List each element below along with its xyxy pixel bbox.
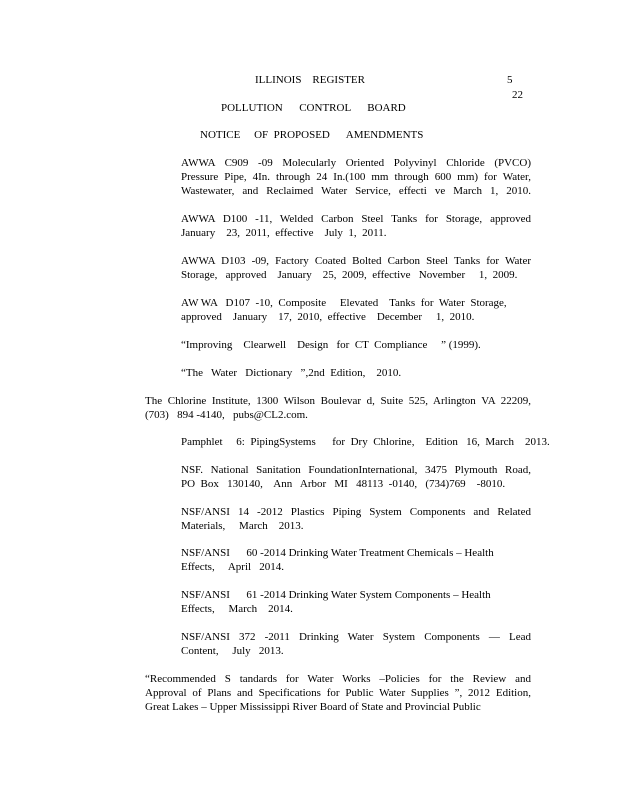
- awwa-d107-line1: AW WA D107 -10, Composite Elevated Tanks for Water Storage,: [181, 297, 507, 309]
- notice-title: NOTICE OF PROPOSED AMENDMENTS: [200, 129, 424, 141]
- nsf-ansi-60-line1: NSF/ANSI 60 -2014 Drinking Water Treatment Chemicals – Health: [181, 547, 494, 559]
- nsf-line1: NSF. National Sanitation FoundationInternational, 3475 Plymouth Road,: [181, 464, 531, 476]
- water-dictionary-entry: “The Water Dictionary ”,2nd Edition, 2010.: [181, 367, 402, 379]
- recommended-standards-line1: “Recommended S tandards for Water Works –Policies for the Review and: [145, 673, 531, 685]
- nsf-ansi-61-line2: Effects, March 2014.: [181, 603, 293, 615]
- awwa-c909-line1: AWWA C909 -09 Molecularly Oriented Polyvinyl Chloride (PVCO): [181, 157, 531, 169]
- clearwell-entry: “Improving Clearwell Design for CT Compliance ” (1999).: [181, 339, 481, 351]
- nsf-ansi-61-line1: NSF/ANSI 61 -2014 Drinking Water System Components – Health: [181, 589, 491, 601]
- register-title: ILLINOIS REGISTER: [255, 74, 365, 86]
- nsf-ansi-372-line1: NSF/ANSI 372 -2011 Drinking Water System Components — Lead: [181, 631, 531, 643]
- nsf-ansi-14-line1: NSF/ANSI 14 -2012 Plastics Piping System Components and Related: [181, 506, 531, 518]
- awwa-c909-line3: Wastewater, and Reclaimed Water Service, effecti ve March 1, 2010.: [181, 185, 531, 197]
- chlorine-institute-line2: (703) 894 -4140, pubs@CL2.com.: [145, 409, 308, 421]
- awwa-d103-line1: AWWA D103 -09, Factory Coated Bolted Carbon Steel Tanks for Water: [181, 255, 531, 267]
- page-number-part1: 5: [507, 74, 513, 86]
- pamphlet-6-entry: Pamphlet 6: PipingSystems for Dry Chlorine, Edition 16, March 2013.: [181, 436, 550, 448]
- page-number-part2: 22: [512, 89, 523, 101]
- awwa-d107-line2: approved January 17, 2010, effective December 1, 2010.: [181, 311, 475, 323]
- nsf-line2: PO Box 130140, Ann Arbor MI 48113 -0140, (734)769 -8010.: [181, 478, 506, 490]
- awwa-d100-line1: AWWA D100 -11, Welded Carbon Steel Tanks for Storage, approved: [181, 213, 531, 225]
- board-title: POLLUTION CONTROL BOARD: [221, 102, 406, 114]
- recommended-standards-line2: Approval of Plans and Specifications for Public Water Supplies ”, 2012 Edition,: [145, 687, 531, 699]
- chlorine-institute-line1: The Chlorine Institute, 1300 Wilson Boulevar d, Suite 525, Arlington VA 22209,: [145, 395, 531, 407]
- nsf-ansi-372-line2: Content, July 2013.: [181, 645, 284, 657]
- awwa-d103-line2: Storage, approved January 25, 2009, effective November 1, 2009.: [181, 269, 518, 281]
- nsf-ansi-60-line2: Effects, April 2014.: [181, 561, 285, 573]
- awwa-d100-line2: January 23, 2011, effective July 1, 2011.: [181, 227, 387, 239]
- awwa-c909-line2: Pressure Pipe, 4In. through 24 In.(100 mm through 600 mm) for Water,: [181, 171, 531, 183]
- nsf-ansi-14-line2: Materials, March 2013.: [181, 520, 304, 532]
- recommended-standards-line3: Great Lakes – Upper Mississippi River Board of State and Provincial Public: [145, 701, 481, 713]
